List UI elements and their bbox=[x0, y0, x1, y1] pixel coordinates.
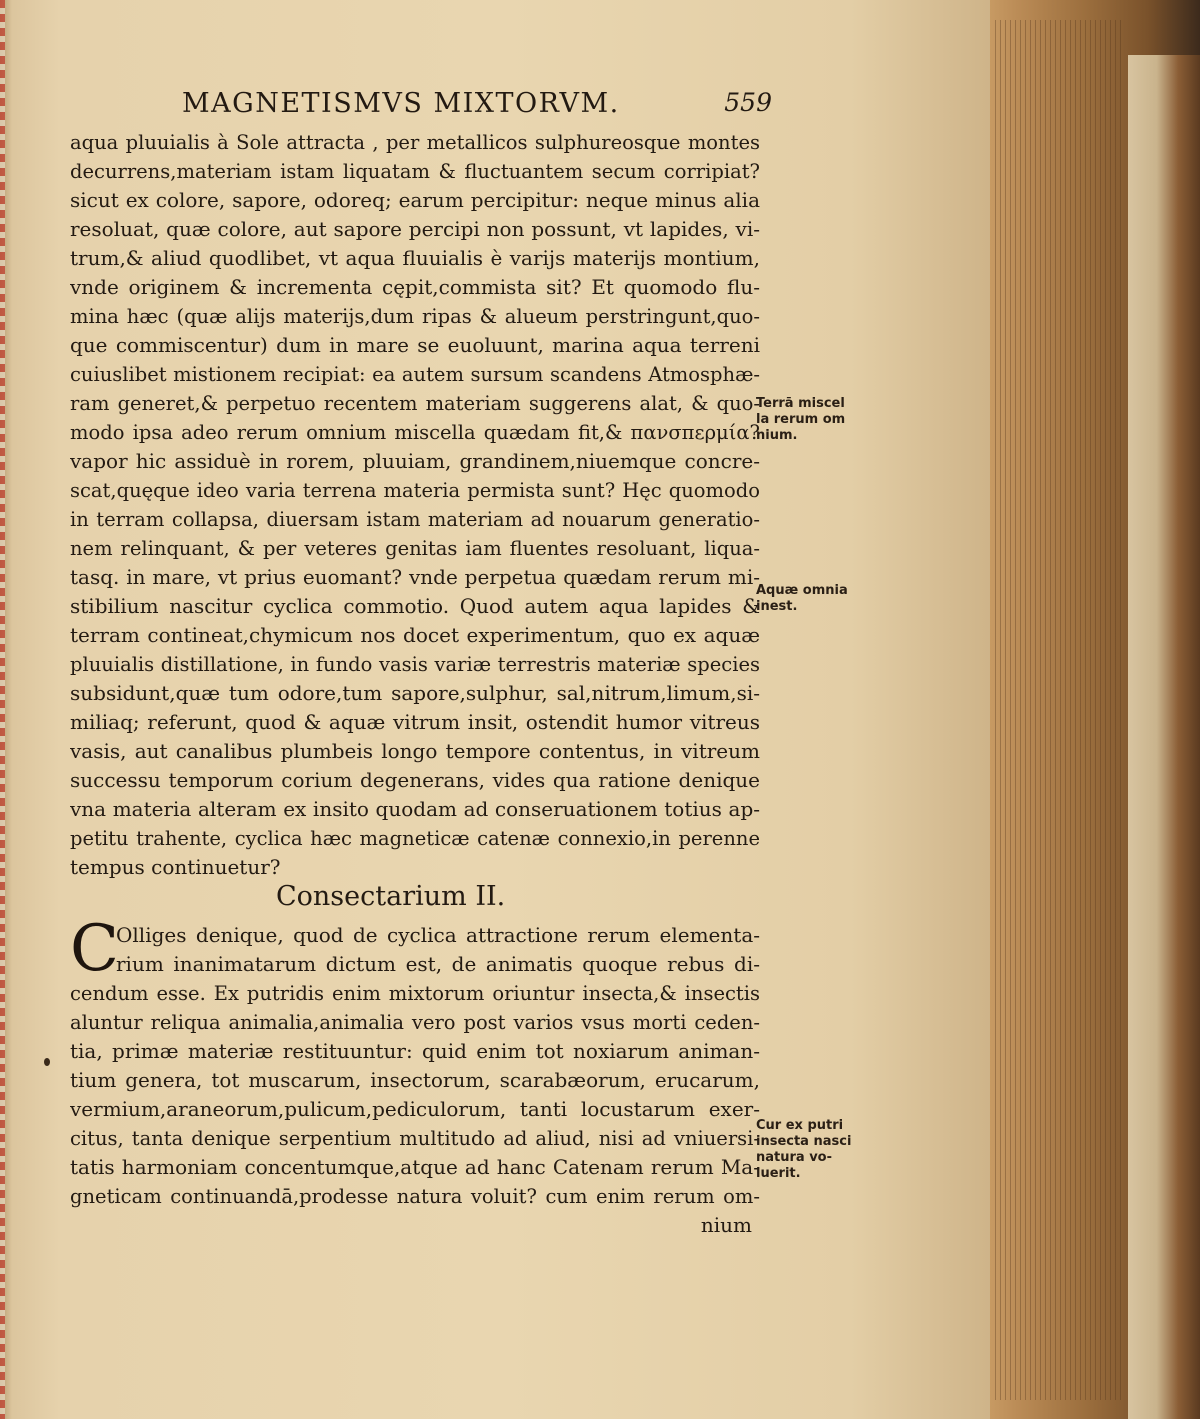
paragraph-2 bbox=[70, 912, 760, 1240]
marginal-note bbox=[756, 583, 876, 615]
text-line: tium genera, tot muscarum, insectorum, scarabæorum, erucarum, bbox=[70, 1068, 760, 1092]
catchword: nium bbox=[700, 1213, 752, 1237]
running-head: MAGNETISMVS MIXTORVM. bbox=[182, 88, 620, 119]
text-line: tempus continuetur? bbox=[70, 855, 281, 879]
marginal-note-line: natura vo- bbox=[756, 1150, 833, 1165]
text-line: scat,quęque ideo varia terrena materia permista sunt? Hęc quomodo bbox=[70, 479, 760, 502]
text-line: aluntur reliqua animalia,animalia vero post varios vsus morti ceden- bbox=[70, 1011, 760, 1034]
book-cover-edge bbox=[1128, 55, 1200, 1419]
text-line: cendum esse. Ex putridis enim mixtorum oriuntur insecta,& insectis bbox=[70, 982, 760, 1005]
text-line: aqua pluuialis à Sole attracta , per metallicos sulphureosque montes bbox=[70, 131, 760, 154]
text-line: citus, tanta denique serpentium multitudo ad aliud, nisi ad vniuersi- bbox=[70, 1127, 760, 1150]
section-heading: Consectarium II. bbox=[276, 881, 506, 912]
text-line: decurrens,materiam istam liquatam & fluctuantem secum corripiat? bbox=[70, 160, 760, 183]
text-line: resoluat, quæ colore, aut sapore percipi non possunt, vt lapides, vi- bbox=[70, 217, 760, 241]
marginal-note-line: nium. bbox=[756, 428, 798, 443]
text-line: rium inanimatarum dictum est, de animatis quoque rebus di- bbox=[116, 952, 760, 976]
marginal-note-line: luerit. bbox=[756, 1166, 801, 1181]
ink-blot bbox=[44, 1058, 50, 1066]
text-line: tatis harmoniam concentumque,atque ad hanc Catenam rerum Ma- bbox=[70, 1155, 760, 1179]
text-line: que commiscentur) dum in mare se euoluunt, marina aqua terreni bbox=[70, 333, 760, 357]
text-line: sicut ex colore, sapore, odoreq; earum percipitur: neque minus alia bbox=[70, 188, 760, 212]
text-line: tasq. in mare, vt prius euomant? vnde perpetua quædam rerum mi- bbox=[70, 565, 760, 589]
text-line: cuiuslibet mistionem recipiat: ea autem sursum scandens Atmosphæ- bbox=[70, 363, 760, 386]
text-line: vnde originem & incrementa cępit,commista sit? Et quomodo flu- bbox=[70, 275, 760, 299]
text-line: vapor hic assiduè in rorem, pluuiam, grandinem,niuemque concre- bbox=[70, 449, 760, 473]
marginal-note-line: Cur ex putri bbox=[756, 1118, 844, 1133]
text-line: successu temporum corium degenerans, vides qua ratione denique bbox=[70, 768, 760, 792]
marginal-note-line: Aquæ omnia bbox=[756, 583, 848, 598]
marginal-note bbox=[756, 1118, 876, 1182]
text-line: vna materia alteram ex insito quodam ad conseruationem totius ap- bbox=[70, 797, 760, 821]
text-line: stibilium nascitur cyclica commotio. Quod autem aqua lapides & bbox=[70, 594, 760, 618]
text-line: mina hæc (quæ alijs materijs,dum ripas & alueum perstringunt,quo- bbox=[70, 305, 760, 328]
marginal-note-line: la rerum om bbox=[756, 412, 846, 427]
text-line: terram contineat,chymicum nos docet experimentum, quo ex aquæ bbox=[70, 623, 760, 647]
text-line: modo ipsa adeo rerum omnium miscella quædam fit,& πανσπερμία? bbox=[70, 421, 760, 444]
text-line: in terram collapsa, diuersam istam materiam ad nouarum generatio- bbox=[70, 508, 760, 531]
text-line: trum,& aliud quodlibet, vt aqua fluuialis è varijs materijs montium, bbox=[70, 246, 760, 270]
marginal-note-line: Terrā miscel bbox=[756, 396, 845, 411]
drop-cap: C bbox=[70, 912, 119, 986]
marginal-note-line: inest. bbox=[756, 599, 798, 614]
text-line: miliaq; referunt, quod & aquæ vitrum insit, ostendit humor vitreus bbox=[70, 710, 760, 734]
page-header bbox=[182, 88, 772, 128]
text-line: petitu trahente, cyclica hæc magneticæ catenæ connexio,in perenne bbox=[70, 827, 760, 850]
page-number: 559 bbox=[724, 88, 772, 117]
paragraph-1 bbox=[70, 128, 760, 882]
marginal-note bbox=[756, 396, 876, 444]
text-line: Olliges denique, quod de cyclica attractione rerum elementa- bbox=[116, 923, 760, 947]
binding-thread bbox=[0, 0, 5, 1419]
text-line: ram generet,& perpetuo recentem materiam suggerens alat, & quo- bbox=[70, 392, 760, 415]
text-line: pluuialis distillatione, in fundo vasis variæ terrestris materiæ species bbox=[70, 653, 760, 676]
marginal-note-line: insecta nasci bbox=[756, 1134, 852, 1149]
text-line: nem relinquant, & per veteres genitas iam fluentes resoluant, liqua- bbox=[70, 537, 760, 560]
text-line: subsidunt,quæ tum odore,tum sapore,sulphur, sal,nitrum,limum,si- bbox=[70, 681, 760, 705]
text-line: tia, primæ materiæ restituuntur: quid enim tot noxiarum animan- bbox=[70, 1039, 760, 1063]
text-line: gneticam continuandā,prodesse natura voluit? cum enim rerum om- bbox=[70, 1185, 760, 1208]
text-line: vermium,araneorum,pulicum,pediculorum, tanti locustarum exer- bbox=[70, 1097, 760, 1121]
page-edge-lines bbox=[995, 20, 1125, 1400]
text-line: vasis, aut canalibus plumbeis longo tempore contentus, in vitreum bbox=[70, 739, 760, 763]
